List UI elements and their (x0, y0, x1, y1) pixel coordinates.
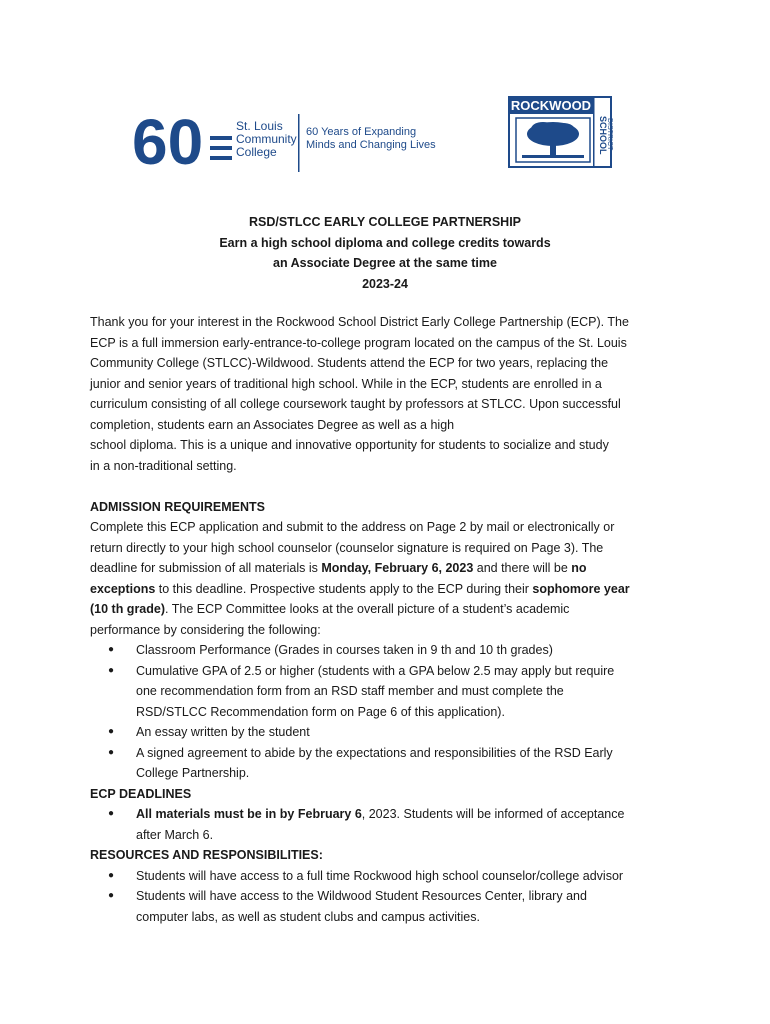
text-line: deadline for submission of all materials is Monday, February 6, 2023 and there will be no (90, 561, 587, 575)
header-subtitle-line: an Associate Degree at the same time (273, 256, 497, 270)
rsd-logo-word-district: DISTRICT (606, 118, 613, 151)
resources-list (90, 866, 684, 928)
list-item: ● A signed agreement to abide by the expectations and responsibilities of the RSD Early College Partnership. (136, 743, 684, 784)
admission-requirements-heading: ADMISSION REQUIREMENTS (90, 499, 266, 514)
logo-divider (298, 114, 300, 172)
text-line: curriculum consisting of all college coursework taught by professors at STLCC. Upon successful (90, 397, 621, 411)
rsd-logo-word-school: SCHOOL (598, 116, 608, 155)
text-line: performance by considering the following: (90, 622, 321, 637)
stlcc-name-line: Community (236, 132, 297, 146)
stlcc-name-line: College (236, 145, 277, 159)
text-line: return directly to your high school counselor (counselor signature is required on Page 3). The (90, 540, 604, 555)
text-line: school diploma. This is a unique and innovative opportunity for students to socialize and study (90, 438, 609, 452)
text-line: exceptions to this deadline. Prospective students apply to the ECP during their sophomore year (90, 581, 630, 596)
rockwood-school-district-logo (508, 96, 612, 168)
list-item: ● An essay written by the student (136, 722, 684, 743)
list-item: ● Classroom Performance (Grades in courses taken in 9 th and 10 th grades) (136, 640, 684, 661)
deadlines-list (90, 804, 684, 845)
document-body (90, 312, 684, 927)
text-line: Complete this ECP application and submit to the address on Page 2 by mail or electronically or (90, 520, 615, 534)
resources-heading: RESOURCES AND RESPONSIBILITIES: (90, 848, 323, 862)
logo-60-number: 60 (132, 106, 204, 178)
text-line: Community College (STLCC)-Wildwood. Students attend the ECP for two years, replacing the (90, 356, 609, 370)
list-item: ● Students will have access to a full time Rockwood high school counselor/college advisor (136, 866, 684, 887)
header-school-year: 2023-24 (362, 276, 408, 291)
text-line: (10 th grade). The ECP Committee looks at the overall picture of a student’s academic (90, 602, 570, 616)
header-subtitle-line: Earn a high school diploma and college credits towards (219, 235, 551, 250)
text-line: in a non-traditional setting. (90, 458, 237, 473)
list-item: ● Students will have access to the Wildwood Student Resources Center, library and computer labs, as well as student clubs and campus activities. (136, 886, 684, 927)
text-line: Thank you for your interest in the Rockwood School District Early College Partnership (ECP). The (90, 315, 629, 329)
list-item: ● Cumulative GPA of 2.5 or higher (students with a GPA below 2.5 may apply but require one recommendation form from an RSD staff member and must complete the RSD/STLCC Recommendation form on Page 6 of this application). (136, 661, 684, 723)
rsd-logo-word-rockwood: ROCKWOOD (510, 98, 592, 113)
ecp-deadlines-heading: ECP DEADLINES (90, 786, 192, 801)
admission-criteria-list (90, 640, 684, 784)
intro-paragraph (90, 312, 684, 476)
text-line: ECP is a full immersion early-entrance-to-college program located on the campus of the St. Louis (90, 335, 627, 350)
text-line: junior and senior years of traditional high school. While in the ECP, students are enrolled in a (90, 376, 602, 391)
stlcc-tagline (306, 126, 436, 152)
admission-paragraph (90, 517, 684, 640)
stlcc-tagline-line: Minds and Changing Lives (306, 139, 436, 151)
deadline-date: Monday, February 6, 2023 (321, 561, 474, 575)
header-program-title: RSD/STLCC EARLY COLLEGE PARTNERSHIP (248, 215, 522, 229)
document-header (0, 212, 770, 294)
text-line: completion, students earn an Associates Degree as well as a high (90, 417, 455, 432)
stlcc-tagline-line: 60 Years of Expanding (306, 126, 417, 138)
stlcc-name (236, 120, 297, 159)
stlcc-name-line: St. Louis (236, 119, 283, 133)
list-item: ● All materials must be in by February 6, 2023. Students will be informed of acceptance after March 6. (136, 804, 684, 845)
